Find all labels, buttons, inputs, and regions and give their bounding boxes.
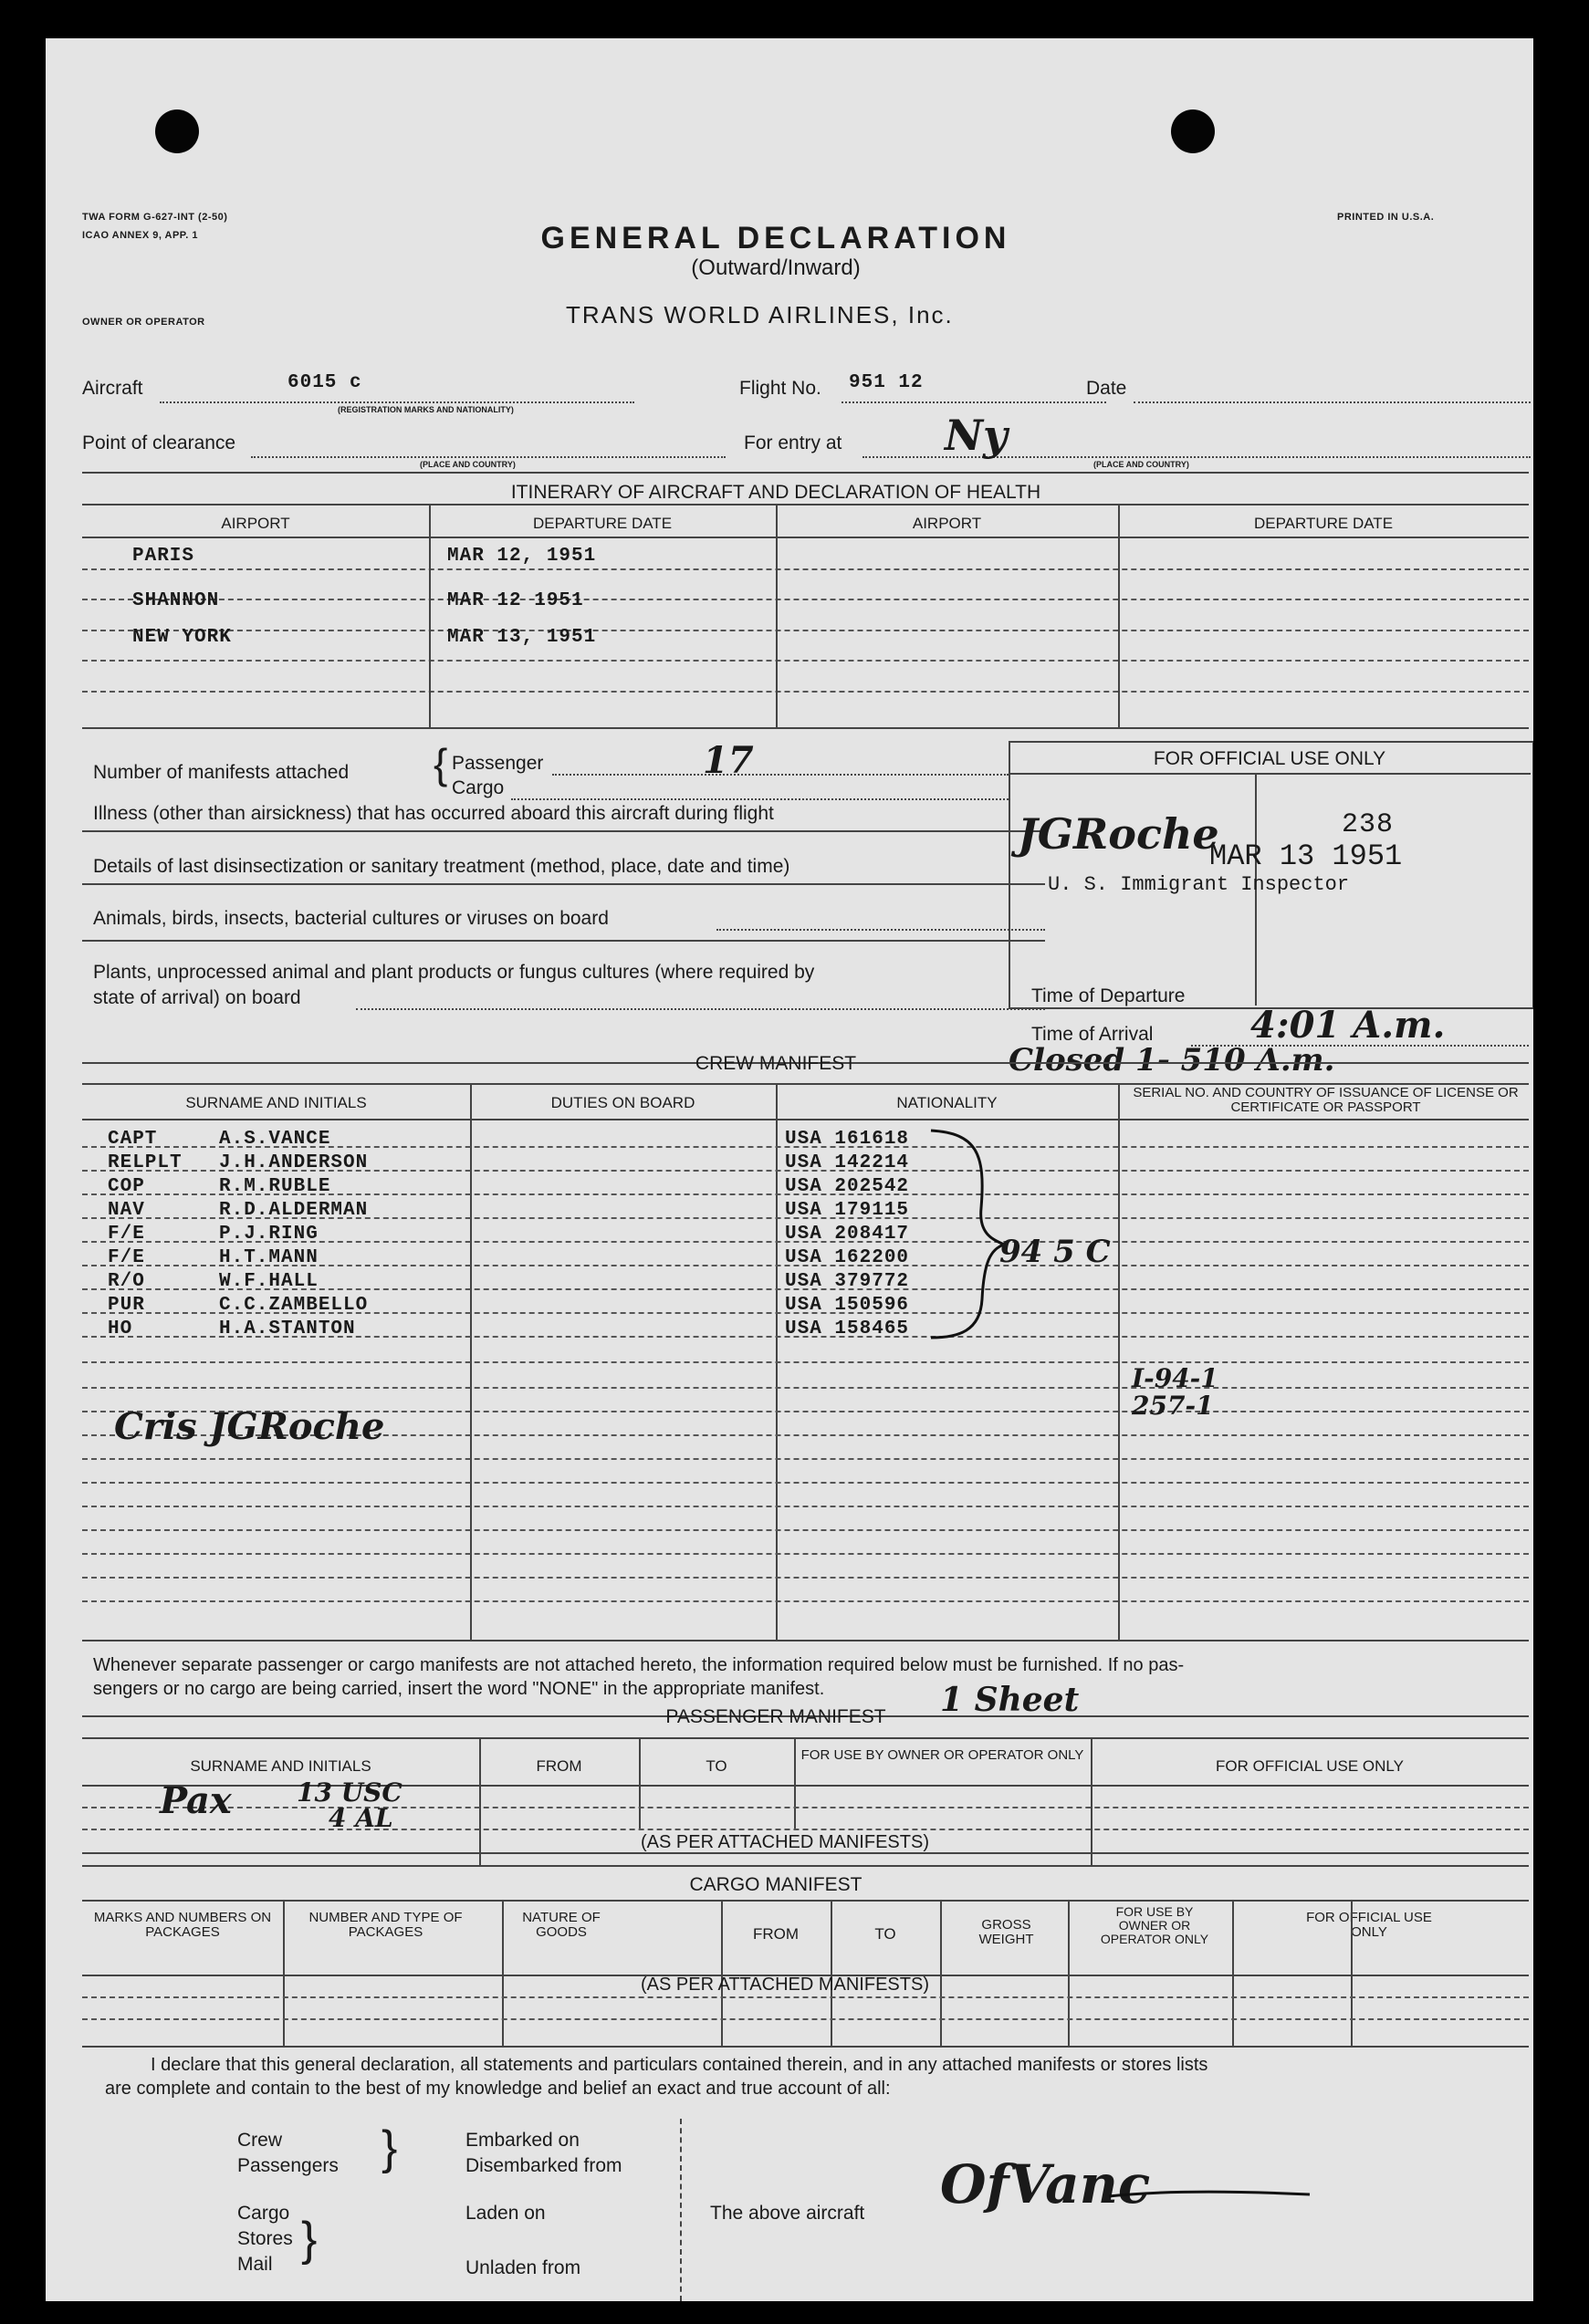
passenger-attached-note: (AS PER ATTACHED MANIFESTS): [641, 1832, 929, 1852]
cargo-header-from: FROM: [752, 1925, 800, 1943]
declaration-crew: Crew: [237, 2130, 283, 2151]
crew-note-1: I-94-1: [1132, 1363, 1218, 1393]
cargo-header-owner: FOR USE BY OWNER OR OPERATOR ONLY: [1100, 1904, 1209, 1946]
declaration-mail: Mail: [237, 2254, 273, 2275]
declaration-disembarked: Disembarked from: [465, 2155, 622, 2176]
itinerary-row-airport: SHANNON: [132, 590, 220, 611]
cargo-header-nature: NATURE OF GOODS: [522, 1910, 601, 1940]
cargo-header-number: NUMBER AND TYPE OF PACKAGES: [308, 1910, 463, 1940]
itinerary-row-date: MAR 12, 1951: [447, 546, 597, 567]
cargo-manifest-title: CARGO MANIFEST: [689, 1874, 862, 1895]
itinerary-title: ITINERARY OF AIRCRAFT AND DECLARATION OF HEALTH: [510, 482, 1041, 503]
crew-nationality: USA 142214: [785, 1152, 910, 1173]
crew-bracket-note: 94 5 C: [999, 1234, 1111, 1270]
crew-name: W.F.HALL: [219, 1271, 319, 1292]
declaration-embarked: Embarked on: [465, 2130, 580, 2151]
instructions-line-1: Whenever separate passenger or cargo manifests are not attached hereto, the information required below must be furnished. If no pas-: [93, 1655, 1185, 1675]
cargo-header-marks: MARKS AND NUMBERS ON PACKAGES: [93, 1910, 272, 1940]
passenger-sheet-note: 1 Sheet: [940, 1681, 1080, 1719]
crew-header-nationality: NATIONALITY: [896, 1094, 998, 1111]
printed-in: PRINTED IN U.S.A.: [1337, 212, 1435, 223]
form-subtitle: (Outward/Inward): [691, 255, 861, 280]
declaration-laden: Laden on: [465, 2203, 546, 2224]
crew-signature: Cris JGRoche: [114, 1405, 385, 1448]
time-of-arrival-value: 4:01 A.m.: [1250, 1004, 1446, 1047]
crew-name: C.C.ZAMBELLO: [219, 1295, 369, 1316]
manifests-label: Number of manifests attached: [93, 762, 350, 783]
passenger-count-label: Passenger: [452, 753, 544, 774]
crew-duty: R/O: [108, 1271, 145, 1292]
cargo-count-label: Cargo: [452, 777, 505, 798]
signature-stroke-icon: [1104, 2187, 1314, 2205]
icao-annex: ICAO ANNEX 9, APP. 1: [82, 230, 198, 241]
point-sublabel: (PLACE AND COUNTRY): [420, 460, 516, 469]
aircraft-label: Aircraft: [82, 378, 143, 399]
official-use-title: FOR OFFICIAL USE ONLY: [1153, 748, 1386, 769]
crew-nationality: USA 162200: [785, 1247, 910, 1268]
crew-duty: F/E: [108, 1224, 145, 1245]
plants-label-line-2: state of arrival) on board: [93, 987, 301, 1008]
entry-value: Ny: [945, 411, 1008, 460]
aircraft-value: 6015 c: [287, 372, 362, 393]
declaration-stores: Stores: [237, 2228, 293, 2249]
flight-label: Flight No.: [739, 378, 821, 399]
flight-value: 951 12: [849, 372, 924, 393]
crew-duty: COP: [108, 1176, 145, 1197]
stamp-title: U. S. Immigrant Inspector: [1048, 873, 1350, 896]
crew-header-surname: SURNAME AND INITIALS: [185, 1094, 367, 1111]
itinerary-row-airport: PARIS: [132, 546, 195, 567]
passenger-hand-2: 13 USC: [297, 1777, 402, 1808]
passenger-header-owner: FOR USE BY OWNER OR OPERATOR ONLY: [800, 1747, 1084, 1763]
animals-label: Animals, birds, insects, bacterial cultures or viruses on board: [93, 908, 609, 929]
itinerary-row-airport: NEW YORK: [132, 627, 232, 648]
cargo-header-weight: GROSS WEIGHT: [978, 1917, 1034, 1947]
point-of-clearance-label: Point of clearance: [82, 432, 236, 453]
stamp-number: 238: [1342, 809, 1395, 840]
crew-nationality: USA 379772: [785, 1271, 910, 1292]
crew-nationality: USA 161618: [785, 1129, 910, 1150]
declaration-brace-icon: }: [382, 2121, 398, 2174]
declaration-unladen: Unladen from: [465, 2257, 581, 2278]
form-number: TWA FORM G-627-INT (2-50): [82, 212, 228, 223]
declaration-cargo: Cargo: [237, 2203, 290, 2224]
entry-sublabel: (PLACE AND COUNTRY): [1093, 460, 1189, 469]
crew-duty: HO: [108, 1318, 133, 1339]
cargo-header-official: FOR OFFICIAL USE ONLY: [1306, 1910, 1432, 1940]
crew-nationality: USA 150596: [785, 1295, 910, 1316]
declaration-brace-icon: }: [301, 2213, 318, 2266]
stamp-date: MAR 13 1951: [1209, 839, 1403, 873]
form-title: GENERAL DECLARATION: [540, 221, 1011, 255]
declaration-passengers: Passengers: [237, 2155, 339, 2176]
declaration-line-1: I declare that this general declaration, all statements and particulars contained therein, and in any attached manifests or stores lists: [151, 2055, 1208, 2075]
closed-time-value: Closed 1- 510 A.m.: [1009, 1042, 1335, 1079]
crew-name: R.M.RUBLE: [219, 1176, 331, 1197]
passenger-header-surname: SURNAME AND INITIALS: [190, 1757, 371, 1775]
itinerary-header-date: DEPARTURE DATE: [532, 515, 673, 532]
date-label: Date: [1086, 378, 1127, 399]
declaration-above-aircraft: The above aircraft: [710, 2203, 865, 2224]
crew-header-duties: DUTIES ON BOARD: [550, 1094, 695, 1111]
brace-icon: {: [434, 740, 448, 787]
crew-name: P.J.RING: [219, 1224, 319, 1245]
crew-duty: F/E: [108, 1247, 145, 1268]
passenger-header-to: TO: [706, 1757, 727, 1775]
itinerary-row-date: MAR 12 1951: [447, 590, 584, 611]
itinerary-header-airport-2: AIRPORT: [912, 515, 982, 532]
crew-name: J.H.ANDERSON: [219, 1152, 369, 1173]
crew-duty: NAV: [108, 1200, 145, 1221]
crew-duty: PUR: [108, 1295, 145, 1316]
passenger-hand-3: 4 AL: [329, 1803, 393, 1833]
illness-label: Illness (other than airsickness) that has occurred aboard this aircraft during flight: [93, 803, 774, 824]
punch-hole-left: [155, 109, 199, 153]
crew-name: H.A.STANTON: [219, 1318, 356, 1339]
declaration-signature: OfVanc: [940, 2153, 1151, 2215]
time-of-departure-label: Time of Departure: [1031, 985, 1186, 1006]
crew-nationality: USA 158465: [785, 1318, 910, 1339]
crew-duty: CAPT: [108, 1129, 158, 1150]
cargo-header-to: TO: [874, 1925, 896, 1943]
punch-hole-right: [1171, 109, 1215, 153]
crew-nationality: USA 179115: [785, 1200, 910, 1221]
instructions-line-2: sengers or no cargo are being carried, insert the word "NONE" in the appropriate manifest.: [93, 1679, 825, 1699]
itinerary-row-date: MAR 13, 1951: [447, 627, 597, 648]
passenger-hand-1: Pax: [160, 1779, 232, 1822]
crew-name: R.D.ALDERMAN: [219, 1200, 369, 1221]
aircraft-sublabel: (REGISTRATION MARKS AND NATIONALITY): [338, 405, 514, 414]
crew-note-2: 257-1: [1132, 1391, 1214, 1421]
document-page: [46, 38, 1533, 2301]
crew-name: H.T.MANN: [219, 1247, 319, 1268]
owner-label: OWNER OR OPERATOR: [82, 317, 205, 328]
passenger-count-value: 17: [703, 739, 754, 782]
passenger-manifest-title: PASSENGER MANIFEST: [665, 1706, 886, 1727]
declaration-line-2: are complete and contain to the best of my knowledge and belief an exact and true account of all:: [105, 2079, 891, 2099]
crew-duty: RELPLT: [108, 1152, 183, 1173]
crew-nationality: USA 208417: [785, 1224, 910, 1245]
entry-label: For entry at: [744, 432, 842, 453]
disinsectization-label: Details of last disinsectization or sanitary treatment (method, place, date and time): [93, 856, 790, 877]
operator-name: TRANS WORLD AIRLINES, Inc.: [566, 301, 954, 328]
passenger-header-from: FROM: [536, 1757, 582, 1775]
passenger-header-official: FOR OFFICIAL USE ONLY: [1216, 1757, 1404, 1775]
crew-header-serial: SERIAL NO. AND COUNTRY OF ISSUANCE OF LICENSE OR CERTIFICATE OR PASSPORT: [1133, 1085, 1519, 1115]
crew-nationality: USA 202542: [785, 1176, 910, 1197]
itinerary-header-airport: AIRPORT: [221, 515, 290, 532]
plants-label-line-1: Plants, unprocessed animal and plant products or fungus cultures (where required by: [93, 962, 815, 983]
official-signature: JGRoche: [1018, 809, 1219, 859]
cargo-attached-note: (AS PER ATTACHED MANIFESTS): [641, 1975, 929, 1995]
time-of-arrival-label: Time of Arrival: [1031, 1024, 1154, 1045]
itinerary-header-date-2: DEPARTURE DATE: [1253, 515, 1394, 532]
crew-manifest-title: CREW MANIFEST: [695, 1053, 857, 1074]
crew-name: A.S.VANCE: [219, 1129, 331, 1150]
